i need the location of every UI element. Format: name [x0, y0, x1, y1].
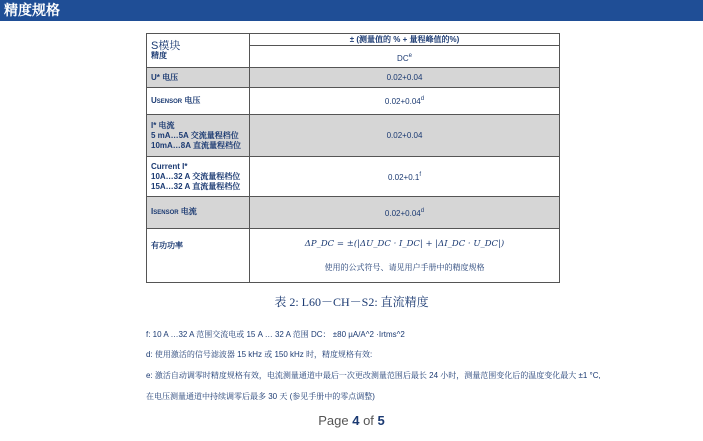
footnote-mark: d	[420, 96, 425, 102]
footnote-d: d: 使用激活的信号滤波器 15 kHz 或 150 kHz 时，精度规格有效:	[146, 350, 373, 359]
label-line: 5 mA…5A 交流量程档位	[151, 130, 239, 140]
table-row	[147, 88, 560, 115]
value-text: 0.02+0.04	[386, 131, 423, 140]
row-label-current-high	[147, 157, 250, 197]
page-footer	[0, 413, 703, 428]
section-title: 精度规格	[4, 2, 60, 18]
footnote-mark: d	[420, 207, 425, 214]
table-row	[147, 229, 560, 283]
of-word: of	[363, 413, 374, 428]
row-label-usensor	[147, 88, 250, 115]
value-text: 0.02+0.04	[384, 97, 421, 106]
row-value-isensor	[250, 197, 560, 229]
module-label: S模块	[151, 39, 181, 52]
accuracy-label: 精度	[151, 50, 167, 60]
row-value-power	[250, 229, 560, 283]
page-number: 4	[352, 413, 360, 428]
label-line: Current I*	[151, 161, 188, 171]
label-suffix: 电压	[182, 95, 201, 105]
label-line: 10A…32 A 交流量程档位	[151, 171, 241, 181]
section-header	[0, 0, 703, 21]
label-prefix: I	[151, 207, 154, 216]
formula-note: 使用的公式符号、请见用户手册中的精度规格	[324, 262, 485, 272]
table-row	[147, 115, 560, 157]
label-line: 15A…32 A 直流量程档位	[151, 181, 241, 191]
label-prefix: U	[151, 95, 157, 105]
footnote-mark: f	[419, 171, 422, 178]
table-row	[147, 197, 560, 229]
footnote-e-continued: 在电压测量通道中持续调零后最多 30 天 (参见手册中的零点调整)	[146, 392, 375, 401]
value-text: 0.02+0.04	[386, 73, 423, 82]
label-suffix: 电流	[178, 207, 197, 216]
footnote-e: e: 激活自动调零时精度规格有效，电流测量通道中最后一次更改测量范围后最长 24 小时，测量范围变化后的温度变化最大 ±1 °C,	[146, 371, 601, 380]
label-subscript: SENSOR	[153, 210, 179, 216]
row-label-voltage: U* 电压	[147, 68, 250, 88]
table-header-row	[147, 34, 560, 68]
row-value-current-high	[250, 157, 560, 197]
table-row	[147, 68, 560, 88]
label-line: 10mA…8A 直流量程档位	[151, 140, 241, 150]
header-right-cell	[250, 34, 560, 68]
dc-label: DC	[397, 54, 409, 63]
table-caption: 表 2: L60－CH－S2: 直流精度	[274, 295, 429, 309]
power-formula: ΔP_DC = ±(|ΔU_DC · I_DC| + |ΔI_DC · U_DC|)	[304, 238, 505, 249]
page-total: 5	[377, 413, 385, 428]
row-label-current	[147, 115, 250, 157]
row-value-voltage	[250, 68, 560, 88]
dc-heading	[250, 46, 559, 67]
row-value-current	[250, 115, 560, 157]
label-subscript: SENSOR	[156, 98, 183, 105]
table-row	[147, 157, 560, 197]
row-label-power: 有功功率	[147, 229, 250, 283]
row-value-usensor	[250, 88, 560, 115]
page-word: Page	[318, 413, 349, 428]
accuracy-formula-heading: ± (测量值的 % + 量程峰值的%)	[250, 34, 559, 46]
header-left-cell	[147, 34, 250, 68]
value-text: 0.02+0.1	[387, 172, 420, 182]
label-line: I* 电流	[151, 120, 175, 130]
accuracy-table	[146, 33, 560, 283]
dc-footnote-mark: e	[408, 53, 412, 59]
value-text: 0.02+0.04	[384, 208, 421, 218]
footnote-f: f: 10 A …32 A 范围交流电或 15 A … 32 A 范围 DC： ±80 µA/A^2 ·Irtms^2	[146, 330, 405, 339]
row-label-isensor	[147, 197, 250, 229]
